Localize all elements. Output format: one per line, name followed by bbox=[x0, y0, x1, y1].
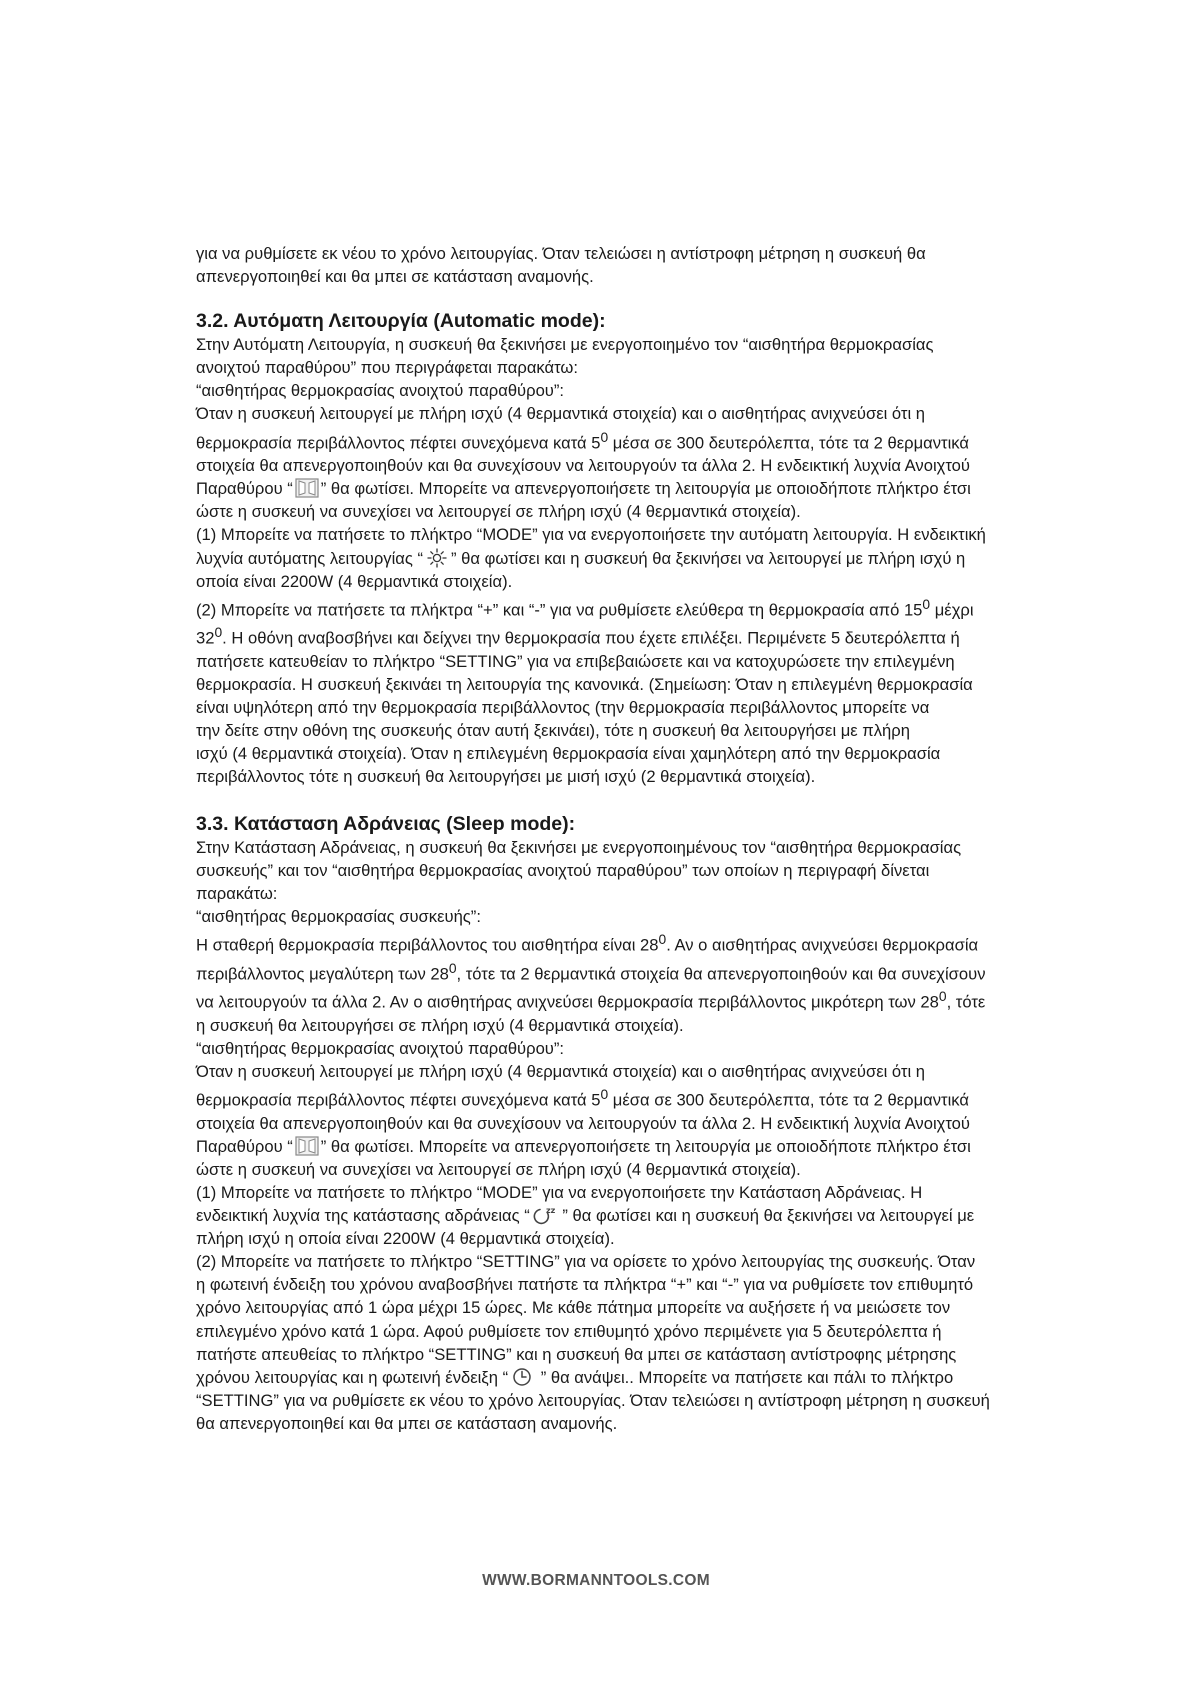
text-run: Παραθύρου “ bbox=[196, 1136, 293, 1156]
svg-text:zz: zz bbox=[545, 1206, 556, 1216]
sun-icon bbox=[424, 548, 450, 568]
paragraph-line: πατήσετε κατευθείαν το πλήκτρο “SETTING” για να επιβεβαιώσετε και να κατοχυρώσετε την επιλεγμένη bbox=[196, 652, 955, 671]
paragraph-line: Στην Κατάσταση Αδράνειας, η συσκευή θα ξεκινήσει με ενεργοποιημένους τον “αισθητήρα θερμοκρασίας bbox=[196, 837, 962, 857]
paragraph-line bbox=[196, 985, 996, 1014]
paragraph-line: στοιχεία θα απενεργοποιηθούν και θα συνεχίσουν να λειτουργούν τα άλλα 2. Η ενδεικτική λυχνία Ανοιχτού bbox=[196, 1113, 970, 1133]
text-run: θερμοκρασία περιβάλλοντος πέφτει συνεχόμενα κατά 5 bbox=[196, 433, 601, 453]
degree-superscript: 0 bbox=[938, 988, 947, 1005]
intro-line: απενεργοποιηθεί και θα μπει σε κατάσταση αναμονής. bbox=[196, 267, 594, 287]
degree-superscript: 0 bbox=[922, 595, 931, 612]
paragraph-line: “αισθητήρας θερμοκρασίας ανοιχτού παραθύρου”: bbox=[196, 1038, 565, 1058]
paragraph-line: την δείτε στην οθόνη της συσκευής όταν αυτή ξεκινάει), τότε η συσκευή θα λειτουργήσει με πλήρη bbox=[196, 721, 910, 741]
paragraph-line: επιλεγμένο χρόνο κατά 1 ώρα. Αφού ρυθμίσετε τον επιθυμητό χρόνο περιμένετε για 5 δευτερόλεπτα ή bbox=[196, 1321, 942, 1341]
paragraph-line bbox=[196, 593, 996, 622]
intro-line: για να ρυθμίσετε εκ νέου το χρόνο λειτουργίας. Όταν τελειώσει η αντίστροφη μέτρηση η συσκευή θα bbox=[196, 244, 926, 263]
paragraph-line: χρόνο λειτουργίας από 1 ώρα μέχρι 15 ώρες. Με κάθε πάτημα μπορείτε να αυξήσετε ή να μειώσετε τον bbox=[196, 1298, 951, 1318]
paragraph-line: πλήρη ισχύ η οποία είναι 2200W (4 θερμαντικά στοιχεία). bbox=[196, 1229, 615, 1249]
paragraph-line: (2) Μπορείτε να πατήσετε το πλήκτρο “SETTING” για να ορίσετε το χρόνο λειτουργίας της συσκευής. Όταν bbox=[196, 1252, 976, 1272]
text-run: χρόνου λειτουργίας και η φωτεινή ένδειξη “ bbox=[196, 1367, 509, 1387]
text-run: . Η οθόνη αναβοσβήνει και δείχνει την θερμοκρασία που έχετε επιλέξει. Περιμένετε 5 δευτερόλεπτα ή bbox=[222, 628, 960, 648]
paragraph-line bbox=[196, 426, 996, 455]
text-run: ” θα ανάψει.. Μπορείτε να πατήσετε και πάλι το πλήκτρο bbox=[536, 1367, 954, 1387]
degree-superscript: 0 bbox=[600, 428, 609, 445]
document-body bbox=[196, 242, 996, 1435]
paragraph-line: Όταν η συσκευή λειτουργεί με πλήρη ισχύ (4 θερμαντικά στοιχεία) και ο αισθητήρας ανιχνεύσει ότι η bbox=[196, 404, 925, 424]
text-run: , τότε τα 2 θερμαντικά στοιχεία θα απενεργοποιηθούν και θα συνεχίσουν bbox=[456, 964, 986, 984]
paragraph-line: (1) Μπορείτε να πατήσετε το πλήκτρο “MODE” για να ενεργοποιήσετε την αυτόματη λειτουργία. Η ενδεικτική bbox=[196, 525, 986, 545]
paragraph-line: “αισθητήρας θερμοκρασίας συσκευής”: bbox=[196, 906, 481, 926]
text-run: ” θα φωτίσει. Μπορείτε να απενεργοποιήσετε τη λειτουργία με οποιοδήποτε πλήκτρο έτσι bbox=[320, 479, 971, 499]
paragraph-line bbox=[196, 928, 996, 957]
degree-superscript: 0 bbox=[214, 624, 223, 641]
footer-website: WWW.BORMANNTOOLS.COM bbox=[482, 1572, 710, 1589]
text-run: μέσα σε 300 δευτερόλεπτα, τότε τα 2 θερμαντικά bbox=[608, 1090, 969, 1110]
paragraph-line bbox=[196, 621, 996, 650]
paragraph-line: παρακάτω: bbox=[196, 883, 278, 903]
open-window-icon bbox=[294, 478, 320, 498]
text-run: να λειτουργούν τα άλλα 2. Αν ο αισθητήρας ανιχνεύσει θερμοκρασία περιβάλλοντος μικρότερη των 28 bbox=[196, 992, 939, 1012]
paragraph-line: (1) Μπορείτε να πατήσετε το πλήκτρο “MODE” για να ενεργοποιήσετε την Κατάσταση Αδράνειας. Η bbox=[196, 1183, 923, 1202]
text-run: (2) Μπορείτε να πατήσετε τα πλήκτρα “+” και “-” για να ρυθμίσετε ελεύθερα τη θερμοκρασία από 15 bbox=[196, 600, 923, 620]
degree-superscript: 0 bbox=[600, 1086, 609, 1103]
text-run: μέσα σε 300 δευτερόλεπτα, τότε τα 2 θερμαντικά bbox=[608, 433, 969, 453]
paragraph-line bbox=[196, 477, 996, 500]
paragraph-line: θερμοκρασία. Η συσκευή ξεκινάει τη λειτουργία της κανονικά. (Σημείωση: Όταν η επιλεγμένη θερμοκρασία bbox=[196, 675, 973, 695]
text-run: ” θα φωτίσει. Μπορείτε να απενεργοποιήσετε τη λειτουργία με οποιοδήποτε πλήκτρο έτσι bbox=[320, 1136, 971, 1156]
paragraph-line: ώστε η συσκευή να συνεχίσει να λειτουργεί σε πλήρη ισχύ (4 θερμαντικά στοιχεία). bbox=[196, 502, 801, 522]
paragraph-line bbox=[196, 547, 996, 570]
paragraph-line: συσκευής” και τον “αισθητήρα θερμοκρασίας ανοιχτού παραθύρου” των οποίων η περιγραφή δίνεται bbox=[196, 860, 930, 880]
section-heading-sleep-mode: 3.3. Κατάσταση Αδράνειας (Sleep mode): bbox=[196, 812, 576, 835]
paragraph-line: πατήστε απευθείας το πλήκτρο “SETTING” και η συσκευή θα μπει σε κατάσταση αντίστροφης μέτρησης bbox=[196, 1344, 957, 1364]
sleep-zz-icon bbox=[531, 1205, 557, 1225]
text-run: ενδεικτική λυχνία της κατάστασης αδράνειας “ bbox=[196, 1206, 530, 1226]
text-run: περιβάλλοντος μεγαλύτερη των 28 bbox=[196, 964, 449, 984]
text-run: ” θα φωτίσει και η συσκευή θα ξεκινήσει να λειτουργεί με πλήρη ισχύ η bbox=[451, 548, 966, 568]
clock-icon bbox=[509, 1367, 535, 1387]
paragraph-line bbox=[196, 957, 996, 986]
open-window-icon bbox=[294, 1136, 320, 1156]
text-run: Παραθύρου “ bbox=[196, 479, 293, 499]
paragraph-line: Στην Αυτόματη Λειτουργία, η συσκευή θα ξεκινήσει με ενεργοποιημένο τον “αισθητήρα θερμοκρασίας bbox=[196, 335, 934, 355]
text-run: μέχρι bbox=[930, 600, 974, 620]
paragraph-line: ώστε η συσκευή να συνεχίσει να λειτουργεί σε πλήρη ισχύ (4 θερμαντικά στοιχεία). bbox=[196, 1159, 801, 1179]
paragraph-line: η φωτεινή ένδειξη του χρόνου αναβοσβήνει πατήστε τα πλήκτρα “+” και “-” για να ρυθμίσετε τον επιθυμητό bbox=[196, 1275, 974, 1295]
paragraph-line bbox=[196, 1366, 996, 1389]
paragraph-line: περιβάλλοντος τότε η συσκευή θα λειτουργήσει με μισή ισχύ (2 θερμαντικά στοιχεία). bbox=[196, 767, 816, 787]
paragraph-line: στοιχεία θα απενεργοποιηθούν και θα συνεχίσουν να λειτουργούν τα άλλα 2. Η ενδεικτική λυχνία Ανοιχτού bbox=[196, 456, 970, 476]
text-run: θερμοκρασία περιβάλλοντος πέφτει συνεχόμενα κατά 5 bbox=[196, 1090, 601, 1110]
paragraph-line bbox=[196, 1204, 996, 1227]
paragraph-line: “SETTING” για να ρυθμίσετε εκ νέου το χρόνο λειτουργίας. Όταν τελειώσει η αντίστροφη μέτρηση η συσκευή bbox=[196, 1390, 990, 1410]
text-run: ” θα φωτίσει και η συσκευή θα ξεκινήσει να λειτουργεί με bbox=[557, 1206, 975, 1226]
paragraph-line bbox=[196, 1083, 996, 1112]
paragraph-line: “αισθητήρας θερμοκρασίας ανοιχτού παραθύρου”: bbox=[196, 381, 565, 401]
text-run: Η σταθερή θερμοκρασία περιβάλλοντος του αισθητήρα είναι 28 bbox=[196, 935, 659, 955]
paragraph-line: η συσκευή θα λειτουργήσει σε πλήρη ισχύ (4 θερμαντικά στοιχεία). bbox=[196, 1015, 684, 1035]
paragraph-line: είναι υψηλότερη από την θερμοκρασία περιβάλλοντος (την θερμοκρασία περιβάλλοντος μπορείτε να bbox=[196, 698, 930, 718]
paragraph-line bbox=[196, 1135, 996, 1158]
section-heading-automatic-mode: 3.2. Αυτόματη Λειτουργία (Automatic mode): bbox=[196, 310, 606, 333]
text-run: , τότε bbox=[946, 992, 986, 1012]
paragraph-line: οποία είναι 2200W (4 θερμαντικά στοιχεία). bbox=[196, 571, 513, 591]
text-run: 32 bbox=[196, 628, 215, 648]
text-run: λυχνία αυτόματης λειτουργίας “ bbox=[196, 548, 424, 568]
paragraph-line: ανοιχτού παραθύρου” που περιγράφεται παρακάτω: bbox=[196, 358, 578, 378]
paragraph-line: Όταν η συσκευή λειτουργεί με πλήρη ισχύ (4 θερμαντικά στοιχεία) και ο αισθητήρας ανιχνεύσει ότι η bbox=[196, 1062, 925, 1081]
paragraph-line: θα απενεργοποιηθεί και θα μπει σε κατάσταση αναμονής. bbox=[196, 1413, 618, 1433]
degree-superscript: 0 bbox=[448, 959, 457, 976]
degree-superscript: 0 bbox=[658, 930, 667, 947]
paragraph-line: ισχύ (4 θερμαντικά στοιχεία). Όταν η επιλεγμένη θερμοκρασία είναι χαμηλότερη από την θερμοκρασία bbox=[196, 744, 941, 764]
text-run: . Αν ο αισθητήρας ανιχνεύσει θερμοκρασία bbox=[666, 935, 979, 955]
